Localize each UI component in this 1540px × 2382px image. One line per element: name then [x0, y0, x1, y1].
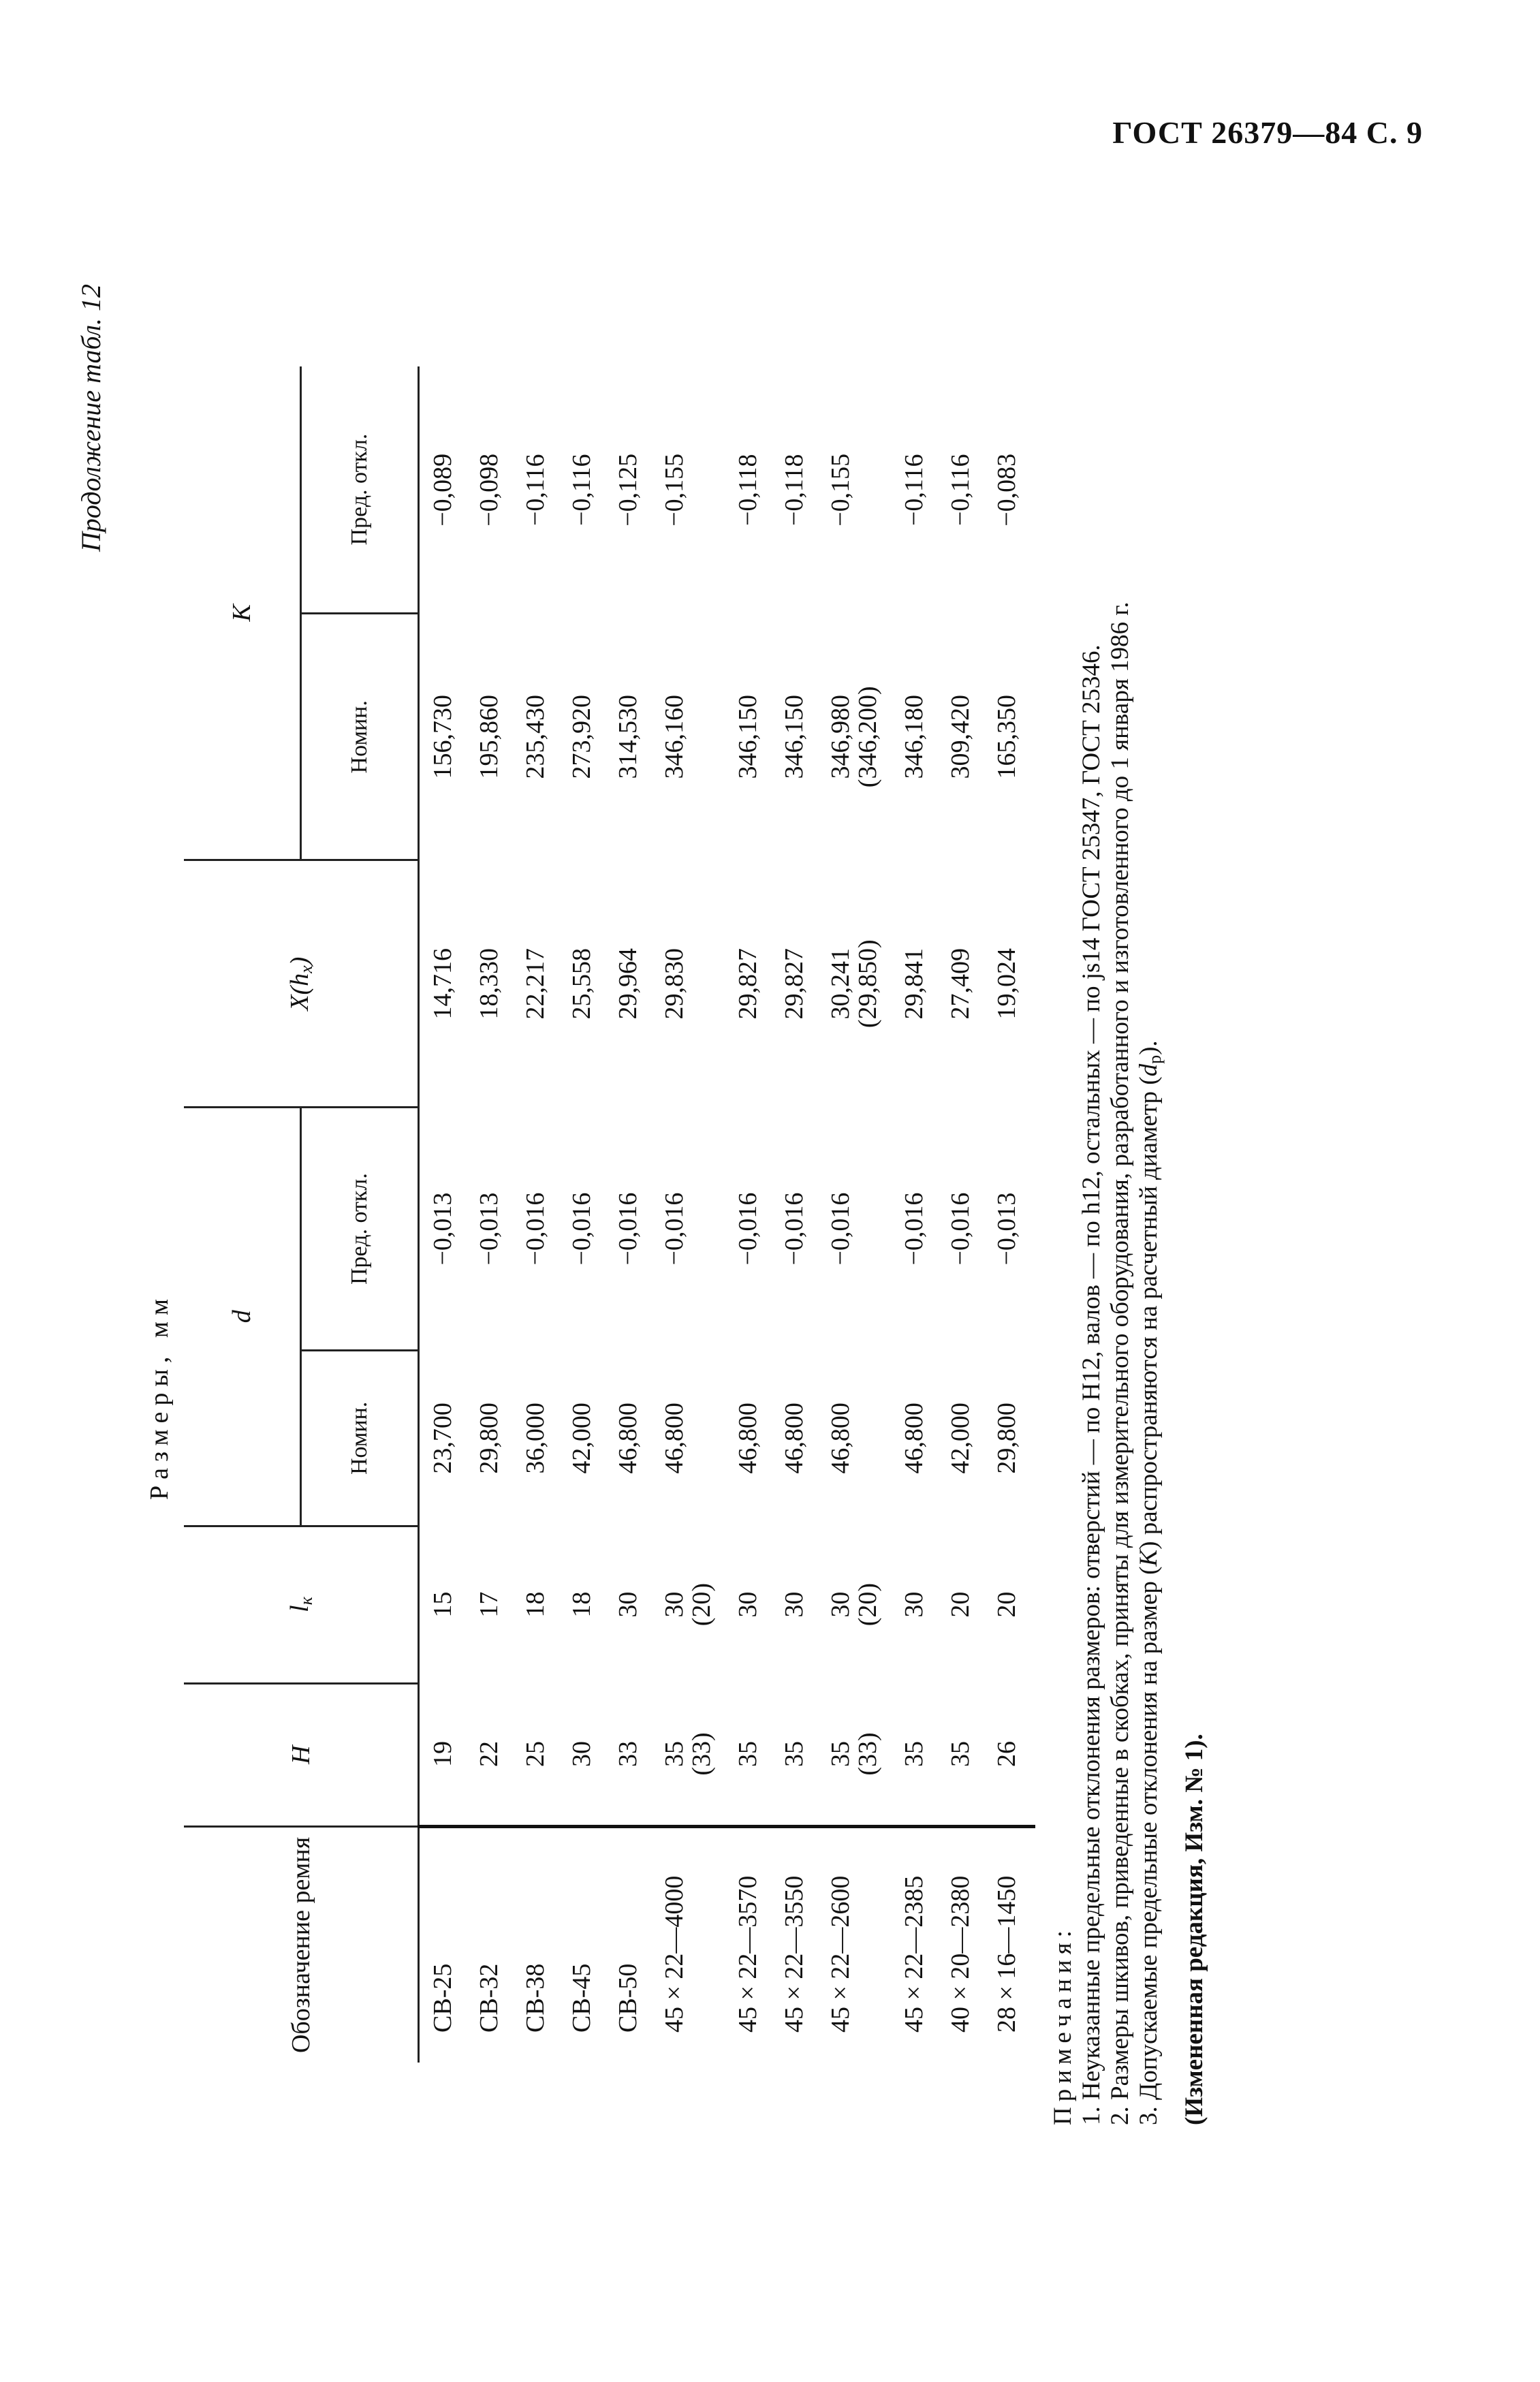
cell-d-nominal: 29,800: [475, 1402, 503, 1474]
cell-designation: 40 × 20—2380: [937, 1826, 984, 2063]
sizes-title: Размеры, мм: [145, 1293, 174, 1501]
cell-lk-alt: (20): [687, 1582, 716, 1627]
cell-H-value: 35: [826, 1740, 855, 1767]
table-row: [419, 366, 467, 2063]
cell-H: 35: [780, 1740, 808, 1767]
cell-designation: 45 × 22—2600: [817, 1826, 891, 2063]
cell-designation: 28 × 16—1450: [984, 1826, 1035, 2063]
cell-k-deviation: −0,118: [734, 454, 762, 527]
cell-H: 26: [992, 1740, 1021, 1767]
cell-designation: 45 × 22—3550: [771, 1826, 817, 2063]
cell-x: 29,830: [660, 947, 689, 1020]
cell-d-nominal: 42,000: [567, 1402, 596, 1474]
cell-k-nominal: 346,160: [660, 695, 689, 779]
cell-H: 19: [428, 1740, 457, 1767]
cell-x: 29,964: [614, 947, 642, 1020]
cell-k-nominal-alt: (346,200): [853, 686, 882, 788]
cell-d-deviation: −0,016: [660, 1192, 689, 1266]
cell-k-deviation: −0,155: [660, 453, 689, 527]
cell-x: 14,716: [428, 947, 457, 1020]
cell-designation: СВ-38: [512, 1826, 559, 2063]
cell-d-nominal: 46,800: [734, 1402, 762, 1474]
cell-d-deviation: −0,016: [734, 1192, 762, 1266]
header-k-nominal: Номин.: [301, 614, 419, 860]
cell-lk: 17: [475, 1591, 503, 1618]
dimensions-table: [184, 366, 1035, 2063]
cell-x: 22,217: [521, 947, 550, 1020]
cell-H: [651, 1683, 725, 1826]
cell-H: 30: [567, 1740, 596, 1767]
cell-H: 35: [946, 1740, 975, 1767]
table-row: [605, 366, 651, 2063]
table-row: [559, 366, 605, 2063]
header-K: K: [184, 366, 301, 860]
cell-d-nominal: 46,800: [614, 1402, 642, 1474]
cell-H: 22: [475, 1740, 503, 1767]
cell-k-nominal: 165,350: [992, 695, 1021, 779]
header-d: d: [184, 1107, 301, 1526]
table-row: [771, 366, 817, 2063]
cell-lk-alt: (20): [853, 1582, 882, 1627]
cell-H: 25: [521, 1740, 550, 1767]
edition-note: (Измененная редакция, Изм. № 1).: [1180, 1734, 1208, 2125]
header-x: [184, 860, 419, 1107]
cell-H-alt: (33): [853, 1732, 882, 1776]
cell-x: 29,841: [900, 947, 928, 1020]
cell-k-nominal: 346,150: [780, 695, 808, 779]
cell-x: 25,558: [567, 947, 596, 1020]
cell-d-deviation: −0,016: [521, 1192, 550, 1266]
cell-lk: 18: [567, 1591, 596, 1618]
cell-k-nominal: 156,730: [428, 695, 457, 779]
cell-k-nominal: 346,150: [734, 695, 762, 779]
cell-k-nominal-value: 346,980: [826, 695, 855, 779]
note-3: [1135, 286, 1169, 2125]
cell-lk-value: 30: [660, 1591, 689, 1618]
table-row: [466, 366, 512, 2063]
cell-designation: СВ-45: [559, 1826, 605, 2063]
cell-H-value: 35: [660, 1740, 689, 1767]
cell-k-deviation: −0,116: [900, 454, 928, 527]
cell-d-deviation: −0,016: [567, 1192, 596, 1266]
cell-x-value: 30,241: [826, 947, 855, 1020]
note-3-text-a: 3. Допускаемые предельные отклонения на размер (: [1135, 1566, 1163, 2125]
table-row: [891, 366, 937, 2063]
cell-k-deviation: −0,155: [826, 453, 855, 527]
cell-d-nominal: 23,700: [428, 1402, 457, 1474]
cell-k-nominal: 346,180: [900, 695, 928, 779]
cell-d-nominal: 46,800: [826, 1402, 855, 1474]
cell-k-nominal: [817, 614, 891, 860]
table-row: [817, 366, 891, 2063]
cell-designation: СВ-50: [605, 1826, 651, 2063]
cell-d-deviation: −0,016: [614, 1192, 642, 1266]
note-2: 2. Размеры шкивов, приведенные в скобках, приняты для измерительного оборудования, разработанного и изготовленного до 1 января 1986 г.: [1106, 601, 1134, 2125]
cell-H: 35: [900, 1740, 928, 1767]
header-x-end: ): [285, 956, 314, 966]
table-row: [512, 366, 559, 2063]
cell-H: [817, 1683, 891, 1826]
header-d-deviation: Пред. откл.: [301, 1107, 419, 1350]
cell-designation: 45 × 22—2385: [891, 1826, 937, 2063]
cell-lk-value: 30: [826, 1591, 855, 1618]
table-row: [937, 366, 984, 2063]
cell-d-deviation: −0,016: [946, 1192, 975, 1266]
cell-k-nominal: 273,920: [567, 695, 596, 779]
cell-lk: 30: [734, 1591, 762, 1618]
header-H: H: [184, 1683, 419, 1826]
cell-lk: 20: [992, 1591, 1021, 1618]
cell-x: 19,024: [992, 947, 1021, 1020]
cell-x: [817, 860, 891, 1107]
cell-d-nominal: 46,800: [660, 1402, 689, 1474]
cell-H: 35: [734, 1740, 762, 1767]
notes-block: [1049, 286, 1209, 2125]
cell-d-deviation: −0,016: [780, 1192, 808, 1266]
cell-k-deviation: −0,089: [428, 453, 457, 527]
table-row: [651, 366, 725, 2063]
header-x-sub: x: [296, 965, 316, 973]
note-3-d: d: [1135, 1063, 1163, 1077]
cell-H-alt: (33): [687, 1732, 716, 1776]
cell-d-deviation: −0,016: [826, 1192, 855, 1266]
cell-designation: СВ-32: [466, 1826, 512, 2063]
cell-d-nominal: 29,800: [992, 1402, 1021, 1474]
cell-k-deviation: −0,116: [521, 454, 550, 527]
cell-k-nominal: 235,430: [521, 695, 550, 779]
header-lk-sub: к: [296, 1597, 316, 1605]
table-caption: Продолжение табл. 12: [76, 283, 106, 552]
cell-k-deviation: −0,125: [614, 453, 642, 527]
table-row: [984, 366, 1035, 2063]
header-k-deviation: Пред. откл.: [301, 366, 419, 614]
header-d-nominal: Номин.: [301, 1351, 419, 1526]
note-3-d-sub: p: [1145, 1054, 1165, 1064]
cell-designation: СВ-25: [419, 1826, 467, 2063]
cell-d-nominal: 42,000: [946, 1402, 975, 1474]
note-3-text-c: ).: [1135, 1040, 1163, 1055]
cell-lk: 30: [900, 1591, 928, 1618]
notes-title: Примечания:: [1049, 1925, 1077, 2125]
page-header: ГОСТ 26379—84 С. 9: [1112, 115, 1423, 150]
cell-d-deviation: −0,013: [992, 1192, 1021, 1266]
cell-k-deviation: −0,116: [946, 454, 975, 527]
cell-d-deviation: −0,013: [475, 1192, 503, 1266]
cell-x: 27,409: [946, 947, 975, 1020]
rotated-page-content: [75, 184, 1369, 2125]
cell-d-nominal: 36,000: [521, 1402, 550, 1474]
note-3-k: K: [1135, 1549, 1163, 1567]
cell-x: 29,827: [734, 947, 762, 1020]
header-designation: Обозначение ремня: [184, 1826, 419, 2063]
cell-designation: 45 × 22—4000: [651, 1826, 725, 2063]
cell-k-deviation: −0,083: [992, 453, 1021, 527]
note-1: 1. Неуказанные предельные отклонения размеров: отверстий — по H12, валов — по h12, остальных — по js14 ГОСТ 25347, ГОСТ 25346.: [1078, 644, 1105, 2125]
cell-lk: 20: [946, 1591, 975, 1618]
header-lk-base: l: [285, 1605, 314, 1612]
header-x-base: X(h: [285, 973, 314, 1011]
cell-x-alt: (29,850): [853, 939, 882, 1029]
cell-k-nominal: 314,530: [614, 695, 642, 779]
cell-lk: 30: [614, 1591, 642, 1618]
cell-designation: 45 × 22—3570: [725, 1826, 771, 2063]
cell-d-nominal: 46,800: [780, 1402, 808, 1474]
cell-k-nominal: 309,420: [946, 695, 975, 779]
cell-H: 33: [614, 1740, 642, 1767]
cell-lk: 18: [521, 1591, 550, 1618]
note-3-text-b: ) распространяются на расчетный диаметр (: [1135, 1076, 1163, 1550]
cell-d-nominal: 46,800: [900, 1402, 928, 1474]
header-lk: [184, 1526, 419, 1683]
cell-lk: 15: [428, 1591, 457, 1618]
cell-x: 29,827: [780, 947, 808, 1020]
cell-k-deviation: −0,116: [567, 454, 596, 527]
cell-d-deviation: −0,016: [900, 1192, 928, 1266]
cell-lk: 30: [780, 1591, 808, 1618]
table-row: [725, 366, 771, 2063]
cell-k-deviation: −0,098: [475, 453, 503, 527]
cell-k-deviation: −0,118: [780, 454, 808, 527]
cell-d-deviation: −0,013: [428, 1192, 457, 1266]
cell-k-nominal: 195,860: [475, 695, 503, 779]
cell-lk: [817, 1526, 891, 1683]
cell-x: 18,330: [475, 947, 503, 1020]
cell-lk: [651, 1526, 725, 1683]
